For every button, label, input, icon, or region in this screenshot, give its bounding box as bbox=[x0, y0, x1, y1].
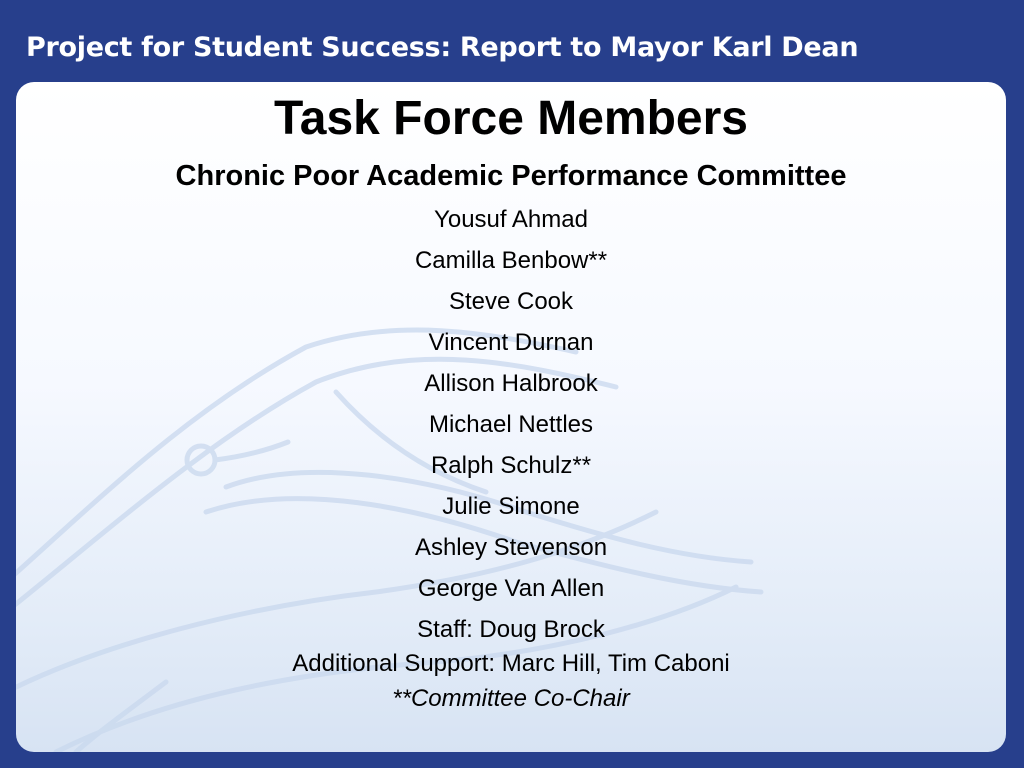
member-name: Michael Nettles bbox=[428, 411, 594, 438]
member-name: Yousuf Ahmad bbox=[434, 206, 588, 233]
member-name: Vincent Durnan bbox=[428, 329, 594, 356]
member-name: George Van Allen bbox=[417, 575, 605, 602]
header-title: Project for Student Success: Report to Mayor Karl Dean bbox=[26, 32, 859, 63]
cochair-footnote: **Committee Co-Chair bbox=[392, 685, 630, 712]
member-name: Julie Simone bbox=[442, 493, 580, 520]
member-name: Allison Halbrook bbox=[424, 370, 598, 397]
member-list bbox=[16, 199, 1006, 609]
slide-header bbox=[0, 0, 1024, 82]
slide-title: Task Force Members bbox=[274, 92, 748, 145]
member-name: Ralph Schulz** bbox=[430, 452, 592, 479]
member-name: Camilla Benbow** bbox=[414, 247, 608, 274]
member-name: Ashley Stevenson bbox=[414, 534, 608, 561]
additional-support-line: Additional Support: Marc Hill, Tim Caboni bbox=[292, 650, 730, 677]
member-name: Steve Cook bbox=[448, 288, 574, 315]
committee-name: Chronic Poor Academic Performance Committee bbox=[175, 160, 847, 192]
content-panel bbox=[16, 82, 1006, 752]
staff-line: Staff: Doug Brock bbox=[417, 616, 605, 643]
